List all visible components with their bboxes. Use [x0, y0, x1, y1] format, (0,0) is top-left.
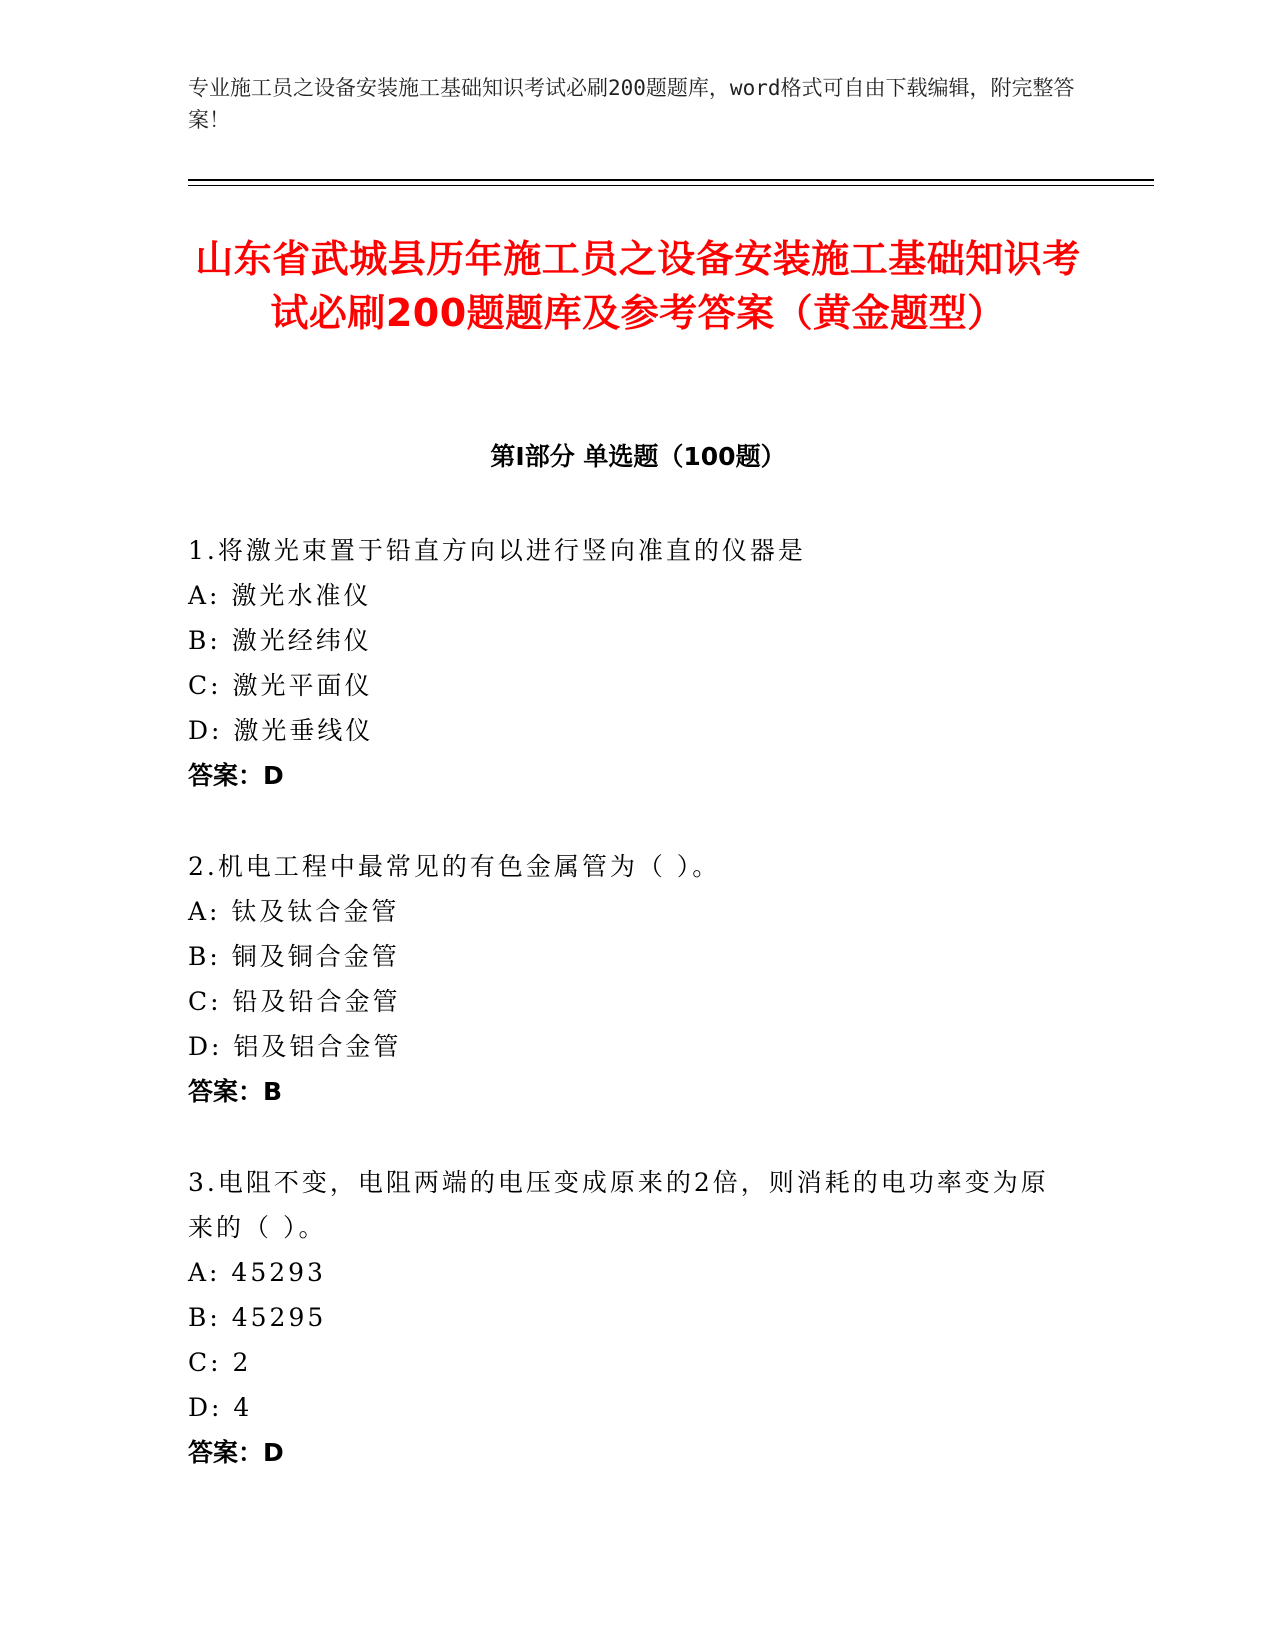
answer: 答案：D	[188, 761, 284, 790]
option-d: D: 激光垂线仪	[188, 716, 374, 745]
question-stem: 2.机电工程中最常见的有色金属管为（ ）。	[188, 852, 721, 881]
section-heading: 第I部分 单选题（100题）	[490, 442, 786, 471]
question-1	[188, 528, 1068, 798]
answer: 答案：D	[188, 1438, 284, 1467]
document-title: 山东省武城县历年施工员之设备安装施工基础知识考试必刷200题题库及参考答案（黄金题型）	[195, 237, 1081, 335]
question-stem: 3.电阻不变，电阻两端的电压变成原来的2倍，则消耗的电功率变为原来的（ ）。	[188, 1168, 1049, 1242]
option-b: B: 铜及铜合金管	[188, 942, 400, 971]
option-a: A: 钛及钛合金管	[188, 897, 400, 926]
question-stem: 1.将激光束置于铅直方向以进行竖向准直的仪器是	[188, 536, 806, 565]
option-d: D: 铝及铝合金管	[188, 1032, 402, 1061]
question-3	[188, 1160, 1068, 1475]
page-header: 专业施工员之设备安装施工基础知识考试必刷200题题库，word格式可自由下载编辑，附完整答案！	[188, 76, 1075, 132]
option-c: C: 铅及铅合金管	[188, 987, 401, 1016]
question-2	[188, 844, 1068, 1114]
header-divider-thick	[188, 179, 1154, 181]
option-b: B: 45295	[188, 1303, 327, 1332]
option-b: B: 激光经纬仪	[188, 626, 372, 655]
answer: 答案：B	[188, 1077, 283, 1106]
option-a: A: 激光水准仪	[188, 581, 372, 610]
option-a: A: 45293	[188, 1258, 326, 1287]
option-d: D: 4	[188, 1393, 253, 1422]
option-c: C: 2	[188, 1348, 252, 1377]
option-c: C: 激光平面仪	[188, 671, 373, 700]
question-list	[188, 528, 1068, 1521]
header-divider-thin	[188, 185, 1154, 186]
